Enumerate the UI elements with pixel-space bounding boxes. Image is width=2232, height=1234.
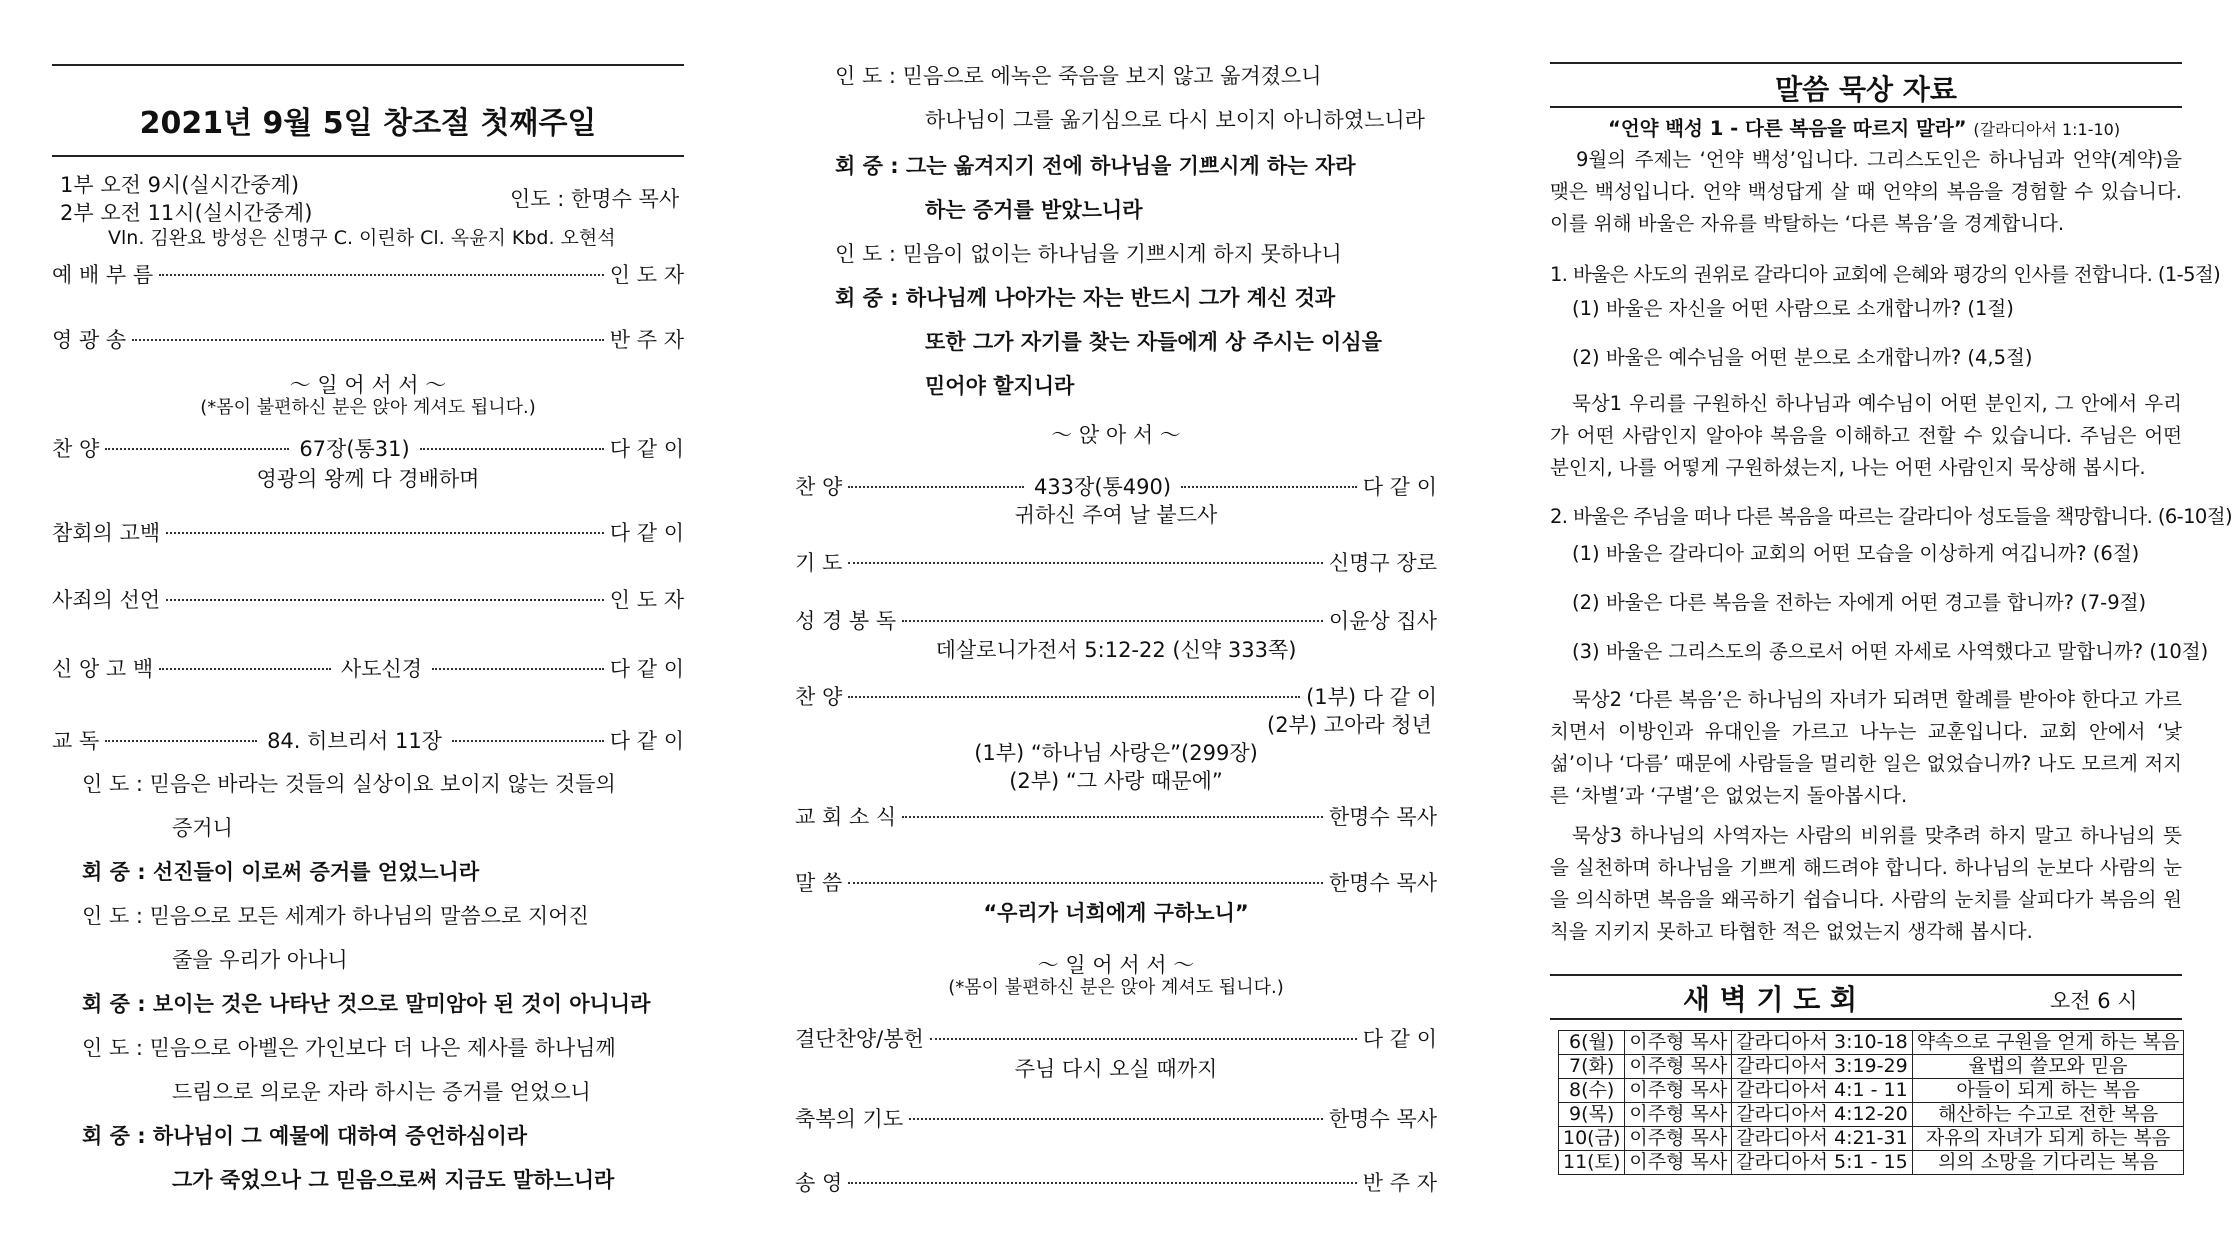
order-gloria (52, 327, 684, 353)
table-row: 6(월) 이주형 목사 갈라디아서 3:10-18 약속으로 구원을 얻게 하는 복음 (1559, 1031, 2184, 1055)
dawn-top-rule (1550, 974, 2182, 976)
order-label: 예 배 부 름 (52, 263, 154, 287)
point-1: 1. 바울은 사도의 권위로 갈라디아 교회에 은혜와 평강의 인사를 전합니다. (1-5절) (1550, 263, 2221, 286)
order-person: 한명수 목사 (1328, 871, 1437, 895)
order-label: 찬 양 (795, 685, 843, 709)
hymn-number: 433장(통490) (1033, 475, 1172, 499)
reading-leader-2: 인 도 : 믿음으로 모든 세계가 하나님의 말씀으로 지어진 줄을 우리가 아나니 (82, 904, 589, 972)
order-person: (1부) 다 같 이 (1306, 685, 1437, 709)
order-person: 한명수 목사 (1328, 1107, 1437, 1131)
order-person: 이윤상 집사 (1328, 609, 1437, 633)
sermon-title: “우리가 너희에게 구하노니” (983, 901, 1249, 925)
service-time-1: 1부 오전 9시(실시간중계) (60, 173, 300, 197)
order-scripture (795, 608, 1437, 634)
order-person: 신명구 장로 (1328, 551, 1437, 575)
dawn-prayer-schedule (1558, 1030, 2184, 1175)
reading-leader-3: 인 도 : 믿음으로 아벨은 가인보다 더 나은 제사를 하나님께 드림으로 의로운 자라 하시는 증거를 얻었으니 (82, 1036, 616, 1104)
dawn-prayer-time: 오전 6 시 (2050, 989, 2138, 1013)
question-1-2: (2) 바울은 예수님을 어떤 분으로 소개합니까? (4,5절) (1572, 346, 2033, 369)
order-person: 인 도 자 (609, 588, 684, 612)
order-person: 다 같 이 (609, 437, 684, 461)
order-hymn (52, 436, 684, 462)
order-person: 다 같 이 (1362, 1027, 1437, 1051)
order-label: 교 독 (52, 729, 100, 753)
order-label: 축복의 기도 (795, 1107, 904, 1131)
question-2-3: (3) 바울은 그리스도의 종으로서 어떤 자세로 사역했다고 말합니까? (10절) (1572, 640, 2209, 663)
anthem-1: (1부) “하나님 사랑은”(299장) (974, 741, 1258, 765)
order-person: 반 주 자 (1362, 1171, 1437, 1195)
order-label: 영 광 송 (52, 328, 127, 352)
order-person: 다 같 이 (1362, 475, 1437, 499)
question-1-1: (1) 바울은 자신을 어떤 사람으로 소개합니까? (1절) (1572, 297, 2014, 320)
order-absolution (52, 587, 684, 613)
reading-leader-5: 인 도 : 믿음이 없이는 하나님을 기쁘시게 하지 못하나니 (835, 242, 1342, 266)
creed-name: 사도신경 (340, 657, 423, 681)
order-call-to-worship (52, 262, 684, 288)
reading-leader-4: 인 도 : 믿음으로 에녹은 죽음을 보지 않고 옮겨졌으니 하나님이 그를 옮기심으로 다시 보이지 아니하였느니라 (835, 64, 1425, 132)
reading-congregation-4: 회 중 : 그는 옮겨지기 전에 하나님을 기쁘시게 하는 자라 하는 증거를 받았느니라 (835, 154, 1356, 222)
closing-hymn-title: 주님 다시 오실 때까지 (1014, 1057, 1218, 1081)
order-label: 교 회 소 식 (795, 805, 897, 829)
order-label: 신 앙 고 백 (52, 657, 154, 681)
order-offering (795, 1026, 1437, 1052)
reading-congregation-5: 회 중 : 하나님께 나아가는 자는 반드시 그가 계신 것과 또한 그가 자기를 찾는 자들에게 상 주시는 이심을 믿어야 할지니라 (835, 286, 1382, 398)
order-confession (52, 520, 684, 546)
table-row: 9(목) 이주형 목사 갈라디아서 4:12-20 해산하는 수고로 전한 복음 (1559, 1103, 2184, 1127)
order-announcements (795, 804, 1437, 830)
page-title: 2021년 9월 5일 창조절 첫째주일 (139, 106, 597, 141)
order-label: 결단찬양/봉헌 (795, 1027, 924, 1051)
order-person: 반 주 자 (609, 328, 684, 352)
order-sermon (795, 870, 1437, 896)
meditation-column (1550, 0, 2232, 1234)
order-label: 말 씀 (795, 871, 843, 895)
scripture-reference: 데살로니가전서 5:12-22 (신약 333쪽) (935, 638, 1297, 662)
table-row: 8(수) 이주형 목사 갈라디아서 4:1 - 11 아들이 되게 하는 복음 (1559, 1079, 2184, 1103)
order-hymn-2 (795, 474, 1437, 500)
order-prayer (795, 550, 1437, 576)
order-label: 사죄의 선언 (52, 588, 161, 612)
reading-congregation-3: 회 중 : 하나님이 그 예물에 대하여 증언하심이라 그가 죽었으나 그 믿음으로써 지금도 말하느니라 (82, 1124, 615, 1192)
anthem-2: (2부) “그 사랑 때문에” (1009, 769, 1223, 793)
order-person: 다 같 이 (609, 657, 685, 681)
choir-2: (2부) 고아라 청년 (1267, 713, 1432, 737)
order-of-worship-column-2 (795, 0, 1437, 1234)
order-label: 찬 양 (52, 437, 100, 461)
top-rule (52, 64, 684, 66)
meditation-subtitle: “언약 백성 1 - 다른 복음을 따르지 말라” (갈라디아서 1:1-10) (1608, 117, 2121, 140)
reading-leader-1: 인 도 : 믿음은 바라는 것들의 실상이요 보이지 않는 것들의 증거니 (82, 772, 616, 840)
heading-top-rule (1550, 62, 2182, 64)
order-label: 참회의 고백 (52, 521, 161, 545)
stand-instruction: 〜 일 어 서 서 〜 (289, 373, 447, 397)
hymn-number: 67장(통31) (299, 437, 410, 461)
question-2-1: (1) 바울은 갈라디아 교회의 어떤 모습을 이상하게 여깁니까? (6절) (1572, 542, 2140, 565)
order-label: 기 도 (795, 551, 843, 575)
order-label: 성 경 봉 독 (795, 609, 897, 633)
sit-instruction: 〜 앉 아 서 〜 (1051, 423, 1181, 447)
order-person: 다 같 이 (609, 521, 684, 545)
order-benediction (795, 1106, 1437, 1132)
order-person: 다 같 이 (609, 729, 684, 753)
order-label: 송 영 (795, 1171, 843, 1195)
meditation-1: 묵상1 우리를 구원하신 하나님과 예수님이 어떤 분인지, 그 안에서 우리가 어떤 사람인지 알아야 복음을 이해하고 전할 수 있습니다. 주님은 어떤 분인지, 나를 어떻게 구원하셨는지, 나는 어떤 사람인지 묵상해 봅시다. (1550, 392, 2182, 479)
reading-congregation-1: 회 중 : 선진들이 이로써 증거를 얻었느니라 (82, 860, 480, 884)
order-responsive-reading (52, 728, 684, 754)
stand-note: (*몸이 불편하신 분은 앉아 계셔도 됩니다.) (200, 397, 536, 418)
reading-number: 84. 히브리서 11장 (267, 729, 442, 753)
point-2: 2. 바울은 주님을 떠나 다른 복음을 따르는 갈라디아 성도들을 책망합니다. (6-10절) (1550, 505, 2232, 528)
order-of-worship-column-1 (52, 0, 684, 1234)
heading-bottom-rule (1550, 106, 2182, 108)
meditation-title: 말씀 묵상 자료 (1775, 73, 1957, 106)
musicians: Vln. 김완요 방성은 신명구 C. 이린하 Cl. 옥윤지 Kbd. 오현석 (108, 227, 616, 249)
meditation-2: 묵상2 ‘다른 복음’은 하나님의 자녀가 되려면 할례를 받아야 한다고 가르치면서 이방인과 유대인을 가르고 나누는 교훈입니다. 교회 안에서 ‘낯섦’이나 ‘다름’ 때문에 사람들을 멀리한 일은 없었습니까? 나도 모르게 저지른 ‘차별’과 ‘구별’은 없었는지 돌아봅시다. (1550, 688, 2182, 807)
hymn-title-2: 귀하신 주여 날 붙드사 (1014, 503, 1218, 527)
order-person: 한명수 목사 (1328, 805, 1437, 829)
question-2-2: (2) 바울은 다른 복음을 전하는 자에게 어떤 경고를 합니까? (7-9절) (1572, 591, 2147, 614)
order-label: 찬 양 (795, 475, 843, 499)
service-time-2: 2부 오전 11시(실시간중계) (60, 201, 313, 225)
order-person: 인 도 자 (609, 263, 684, 287)
service-leader: 인도 : 한명수 목사 (510, 187, 680, 211)
order-anthem (795, 684, 1437, 710)
stand-note-2: (*몸이 불편하신 분은 앉아 계셔도 됩니다.) (948, 977, 1284, 998)
stand-instruction-2: 〜 일 어 서 서 〜 (1037, 953, 1195, 977)
title-rule (52, 155, 684, 157)
table-row: 11(토) 이주형 목사 갈라디아서 5:1 - 15 의의 소망을 기다리는 복음 (1559, 1151, 2184, 1175)
meditation-3: 묵상3 하나님의 사역자는 사람의 비위를 맞추려 하지 말고 하나님의 뜻을 실천하며 하나님을 기쁘게 해드려야 합니다. 하나님의 눈보다 사람의 눈을 의식하면 복음을 왜곡하기 쉽습니다. 사람의 눈치를 살피다가 복음의 원칙을 지키지 못하고 타협한 적은 없었는지 생각해 봅시다. (1550, 824, 2182, 943)
reading-congregation-2: 회 중 : 보이는 것은 나타난 것으로 말미암아 된 것이 아니니라 (82, 992, 651, 1016)
dawn-prayer-title: 새 벽 기 도 회 (1682, 983, 1858, 1016)
hymn-title: 영광의 왕께 다 경배하며 (256, 467, 480, 491)
order-creed (52, 656, 684, 682)
order-doxology (795, 1170, 1437, 1196)
table-row: 10(금) 이주형 목사 갈라디아서 4:21-31 자유의 자녀가 되게 하는 복음 (1559, 1127, 2184, 1151)
dawn-bottom-rule (1550, 1018, 2182, 1020)
intro-paragraph: 9월의 주제는 ‘언약 백성’입니다. 그리스도인은 하나님과 언약(계약)을 맺은 백성입니다. 언약 백성답게 살 때 언약의 복음을 경험할 수 있습니다. 이를 위해 바울은 자유를 박탈하는 ‘다른 복음’을 경계합니다. (1550, 148, 2182, 235)
table-row: 7(화) 이주형 목사 갈라디아서 3:19-29 율법의 쓸모와 믿음 (1559, 1055, 2184, 1079)
